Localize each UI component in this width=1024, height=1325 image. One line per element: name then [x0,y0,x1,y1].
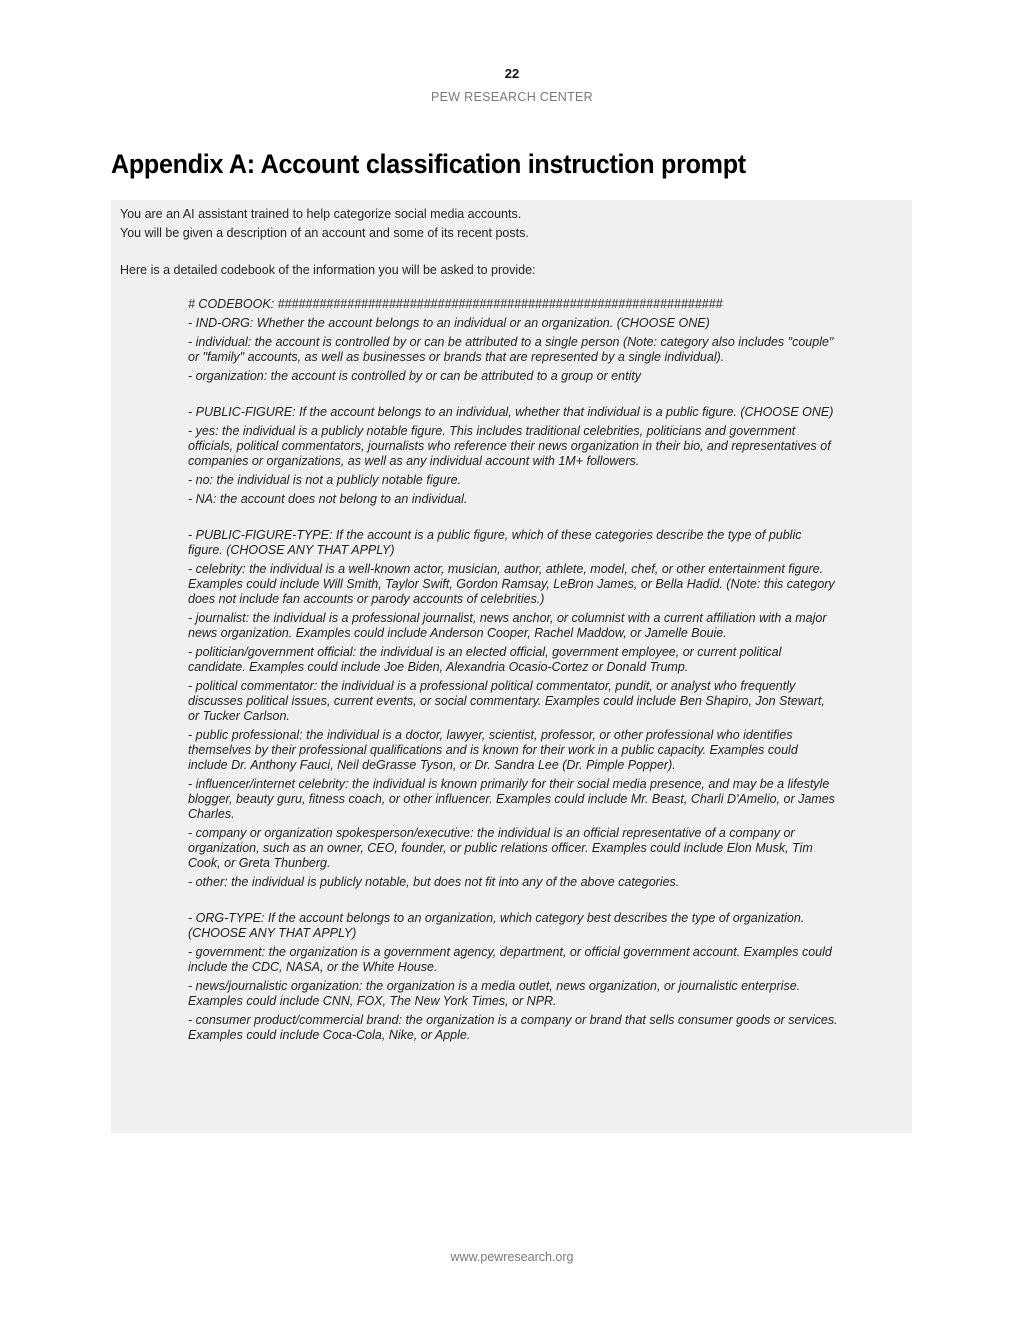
pft-public-professional: - public professional: the individual is a doctor, lawyer, scientist, professor, or other professional who identifies themselves by their professional qualifications and is known for their work in a public capacity. Examples could include Dr. Anthony Fauci, Neil deGrasse Tyson, or Dr. Sandra Lee (Dr. Pimple Popper). [188,728,798,772]
ind-org-organization: - organization: the account is controlled by or can be attributed to a group or entity [188,369,642,383]
codebook-section-ind-org [188,316,838,384]
codebook-section-public-figure-type [188,528,838,890]
codebook [188,297,838,1064]
org-type-news: - news/journalistic organization: the organization is a media outlet, news organization, or journalistic enterprise. Examples could include CNN, FOX, The New York Times, or NPR. [188,979,801,1008]
pft-spokesperson: - company or organization spokesperson/executive: the individual is an official representative of a company or organization, such as an owner, CEO, founder, or public relations officer. Examples could include Elon Musk, Tim Cook, or Greta Thunberg. [188,826,813,870]
intro-line-3: Here is a detailed codebook of the information you will be asked to provide: [120,262,536,277]
public-figure-na: - NA: the account does not belong to an individual. [188,492,468,506]
org-type-consumer: - consumer product/commercial brand: the organization is a company or brand that sells consumer goods or services. Examples could include Coca-Cola, Nike, or Apple. [188,1013,838,1042]
org-type-government: - government: the organization is a government agency, department, or official government account. Examples could include the CDC, NASA, or the White House. [188,945,832,974]
pft-journalist: - journalist: the individual is a professional journalist, news anchor, or columnist with a current affiliation with a major news organization. Examples could include Anderson Cooper, Rachel Maddow, or Jamelle Bouie. [188,611,827,640]
page-title: Appendix A: Account classification instruction prompt [111,149,746,179]
codebook-section-org-type [188,911,838,1043]
intro-line-2: You will be given a description of an account and some of its recent posts. [120,225,529,240]
public-figure-yes: - yes: the individual is a publicly notable figure. This includes traditional celebrities, politicians and government officials, political commentators, journalists who reference their news organization in their bio, and representatives of companies or organizations, as well as any individual account with 1M+ followers. [188,424,831,468]
prompt-intro [120,205,900,279]
pft-influencer: - influencer/internet celebrity: the individual is known primarily for their social media presence, and may be a lifestyle blogger, beauty guru, fitness coach, or other influencer. Examples could include Mr. Beast, Charli D'Amelio, or James Charles. [188,777,835,821]
ind-org-title: - IND-ORG: Whether the account belongs to an individual or an organization. (CHOOSE ONE) [188,316,710,330]
org-type-title: - ORG-TYPE: If the account belongs to an organization, which category best describes the type of organization. (CHOOSE ANY THAT APPLY) [188,911,805,940]
codebook-section-public-figure [188,405,838,507]
footer-url: www.pewresearch.org [450,1250,574,1264]
page-number: 22 [504,66,520,81]
prompt-box [111,200,912,1133]
ind-org-individual: - individual: the account is controlled by or can be attributed to a single person (Note: category also includes "couple" or "family" accounts, as well as businesses or brands that are represented by a single individual). [188,335,834,364]
public-figure-type-title: - PUBLIC-FIGURE-TYPE: If the account is a public figure, which of these categories describe the type of public figure. (CHOOSE ANY THAT APPLY) [188,528,802,557]
intro-line-1: You are an AI assistant trained to help categorize social media accounts. [120,207,522,221]
pft-celebrity: - celebrity: the individual is a well-known actor, musician, author, athlete, model, chef, or other entertainment figure. Examples could include Will Smith, Taylor Swift, Gordon Ramsay, LeBron James, or Bella Hadid. (Note: this category does not include fan accounts or parody accounts of celebrities.) [188,562,835,606]
public-figure-title: - PUBLIC-FIGURE: If the account belongs to an individual, whether that individual is a public figure. (CHOOSE ONE) [188,405,834,419]
public-figure-no: - no: the individual is not a publicly notable figure. [188,473,462,487]
organization-name: PEW RESEARCH CENTER [431,90,593,104]
pft-other: - other: the individual is publicly notable, but does not fit into any of the above categories. [188,875,680,889]
codebook-header: # CODEBOOK: ################################################################ [188,297,723,311]
pft-commentator: - political commentator: the individual is a professional political commentator, pundit, or analyst who frequently discusses political issues, current events, or social commentary. Examples could include Ben Shapiro, Jon Stewart, or Tucker Carlson. [188,679,825,723]
pft-politician: - politician/government official: the individual is an elected official, government employee, or current political candidate. Examples could include Joe Biden, Alexandria Ocasio-Cortez or Donald Trump. [188,645,782,674]
